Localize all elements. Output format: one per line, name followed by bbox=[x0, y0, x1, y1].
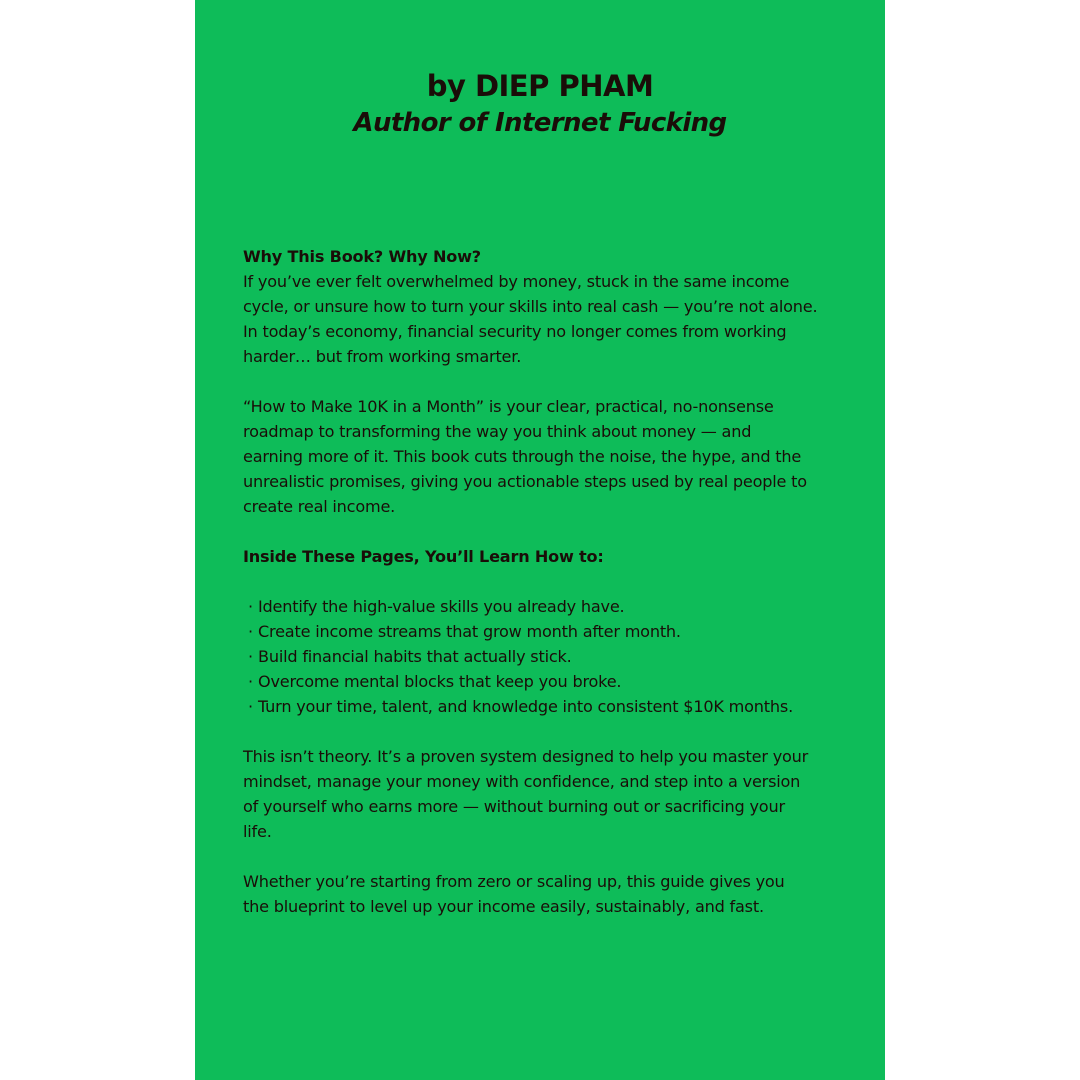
blurb bbox=[243, 244, 841, 919]
bullet-icon: · bbox=[248, 697, 253, 716]
author-subtitle: Author of Internet Fucking bbox=[353, 108, 727, 138]
paragraph-line: If you’ve ever felt overwhelmed by money, stuck in the same income bbox=[243, 272, 790, 291]
paragraph-line: mindset, manage your money with confidence, and step into a version bbox=[243, 772, 801, 791]
list-item-text: Turn your time, talent, and knowledge into consistent $10K months. bbox=[258, 697, 794, 716]
paragraph-line: the blueprint to level up your income easily, sustainably, and fast. bbox=[243, 897, 764, 916]
list-item-text: Build financial habits that actually stick. bbox=[258, 647, 572, 666]
list-item bbox=[243, 644, 841, 669]
list-item bbox=[243, 619, 841, 644]
paragraph-line: of yourself who earns more — without burning out or sacrificing your bbox=[243, 797, 785, 816]
list-item-text: Overcome mental blocks that keep you broke. bbox=[258, 672, 622, 691]
paragraph-line: cycle, or unsure how to turn your skills into real cash — you’re not alone. bbox=[243, 297, 818, 316]
list-item bbox=[243, 694, 841, 719]
author-byline: by DIEP PHAM bbox=[426, 69, 654, 103]
paragraph-line: create real income. bbox=[243, 497, 396, 516]
learning-list bbox=[243, 594, 841, 719]
list-item-text: Create income streams that grow month after month. bbox=[258, 622, 681, 641]
paragraph-line: harder… but from working smarter. bbox=[243, 347, 522, 366]
paragraph-line: Whether you’re starting from zero or scaling up, this guide gives you bbox=[243, 872, 785, 891]
paragraph-line: In today’s economy, financial security no longer comes from working bbox=[243, 322, 787, 341]
paragraph-line: This isn’t theory. It’s a proven system designed to help you master your bbox=[243, 747, 809, 766]
bullet-icon: · bbox=[248, 597, 253, 616]
section-heading-why: Why This Book? Why Now? bbox=[243, 247, 481, 266]
paragraph-line: life. bbox=[243, 822, 272, 841]
paragraph-line: earning more of it. This book cuts through the noise, the hype, and the bbox=[243, 447, 802, 466]
list-item bbox=[243, 669, 841, 694]
book-back-cover bbox=[195, 0, 885, 1080]
paragraph-line: unrealistic promises, giving you actionable steps used by real people to bbox=[243, 472, 807, 491]
paragraph-line: roadmap to transforming the way you think about money — and bbox=[243, 422, 752, 441]
bullet-icon: · bbox=[248, 672, 253, 691]
bullet-icon: · bbox=[248, 622, 253, 641]
list-item bbox=[243, 594, 841, 619]
section-heading-learn: Inside These Pages, You’ll Learn How to: bbox=[243, 547, 604, 566]
bullet-icon: · bbox=[248, 647, 253, 666]
paragraph-line: “How to Make 10K in a Month” is your clear, practical, no-nonsense bbox=[243, 397, 774, 416]
list-item-text: Identify the high-value skills you already have. bbox=[258, 597, 625, 616]
